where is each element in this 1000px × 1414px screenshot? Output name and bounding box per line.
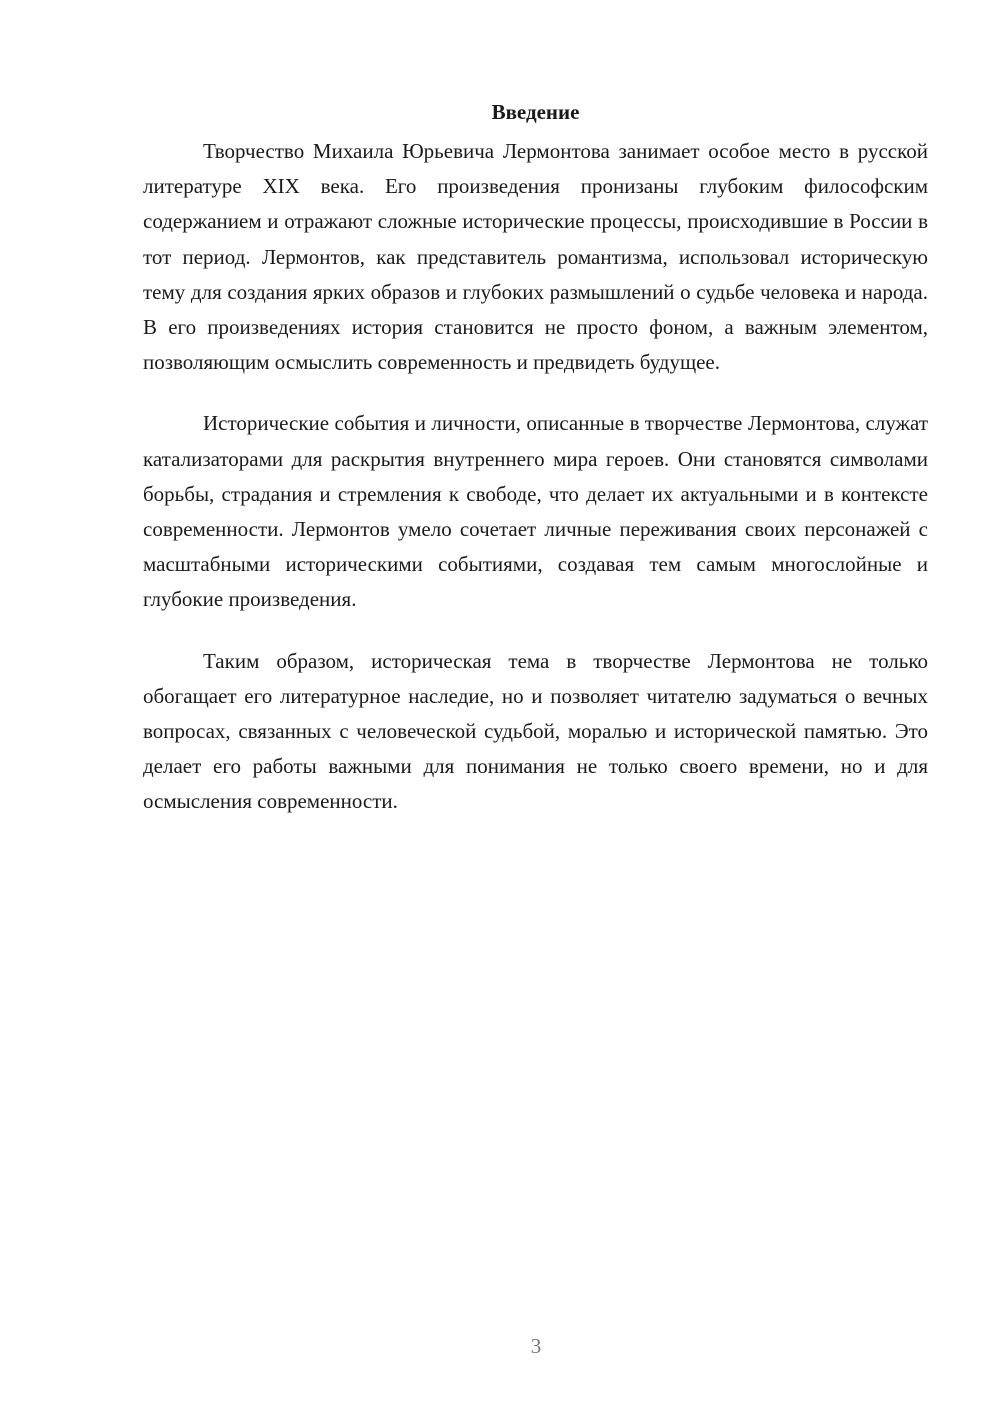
paragraph-3: Таким образом, историческая тема в творчестве Лермонтова не только обогащает его литературное наследие, но и позволяет читателю задуматься о вечных вопросах, связанных с человеческой судьбой, моралью и исторической памятью. Это делает его работы важными для понимания не только своего времени, но и для осмысления современности.	[143, 648, 928, 814]
page-number: 3	[530, 1334, 542, 1358]
section-heading: Введение	[491, 100, 580, 124]
paragraph-1: Творчество Михаила Юрьевича Лермонтова занимает особое место в русской литературе XIX века. Его произведения пронизаны глубоким философским содержанием и отражают сложные исторические процессы, происходившие в России в тот период. Лермонтов, как представитель романтизма, использовал историческую тему для создания ярких образов и глубоких размышлений о судьбе человека и народа. В его произведениях история становится не просто фоном, а важным элементом, позволяющим осмыслить современность и предвидеть будущее.	[143, 139, 928, 375]
paragraph-2: Исторические события и личности, описанные в творчестве Лермонтова, служат катализаторами для раскрытия внутреннего мира героев. Они становятся символами борьбы, страдания и стремления к свободе, что делает их актуальными и в контексте современности. Лермонтов умело сочетает личные переживания своих персонажей с масштабными историческими событиями, создавая тем самым многослойные и глубокие произведения.	[143, 411, 928, 612]
page-content	[143, 98, 928, 846]
